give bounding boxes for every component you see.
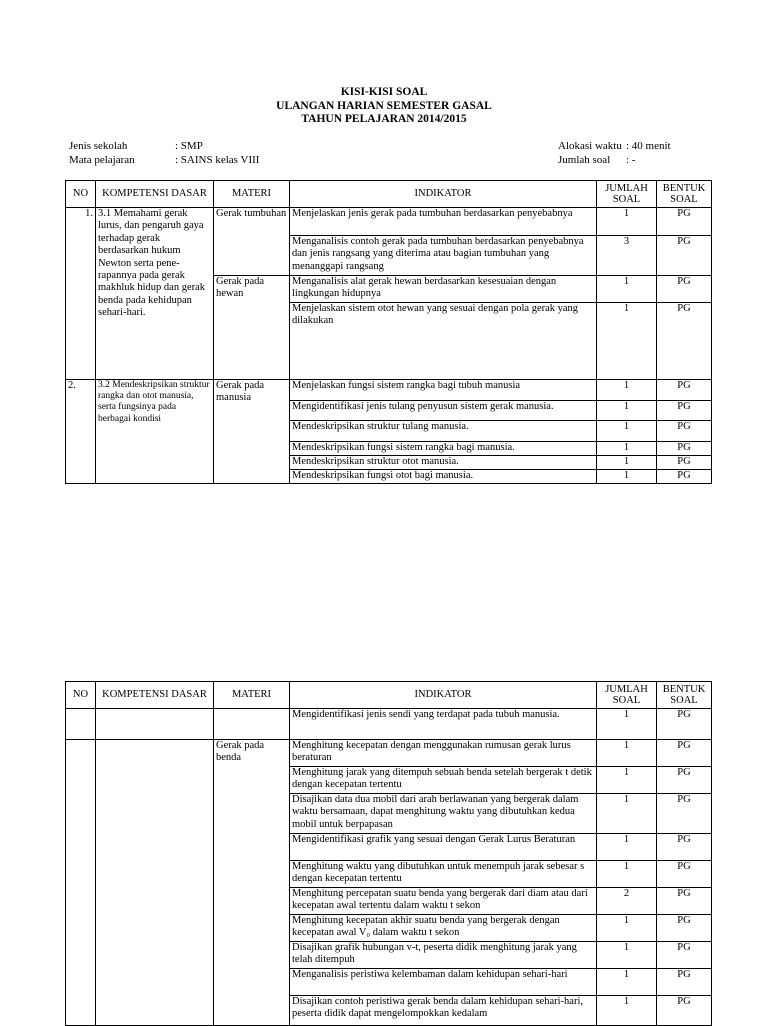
jumlah-cell: 1 [597,861,657,888]
indikator-cell: Mengidentifikasi jenis sendi yang terdapat pada tubuh manusia. [290,709,597,740]
school-value: : SMP [175,140,203,152]
row-number [66,740,96,1026]
indikator-cell: Menganalisis contoh gerak pada tumbuhan berdasarkan penyebabnya dan jenis rangsang yang diterima atau bagian tumbuhan yang menanggapi rangsang [290,236,597,276]
bentuk-cell: PG [657,996,712,1026]
bentuk-cell: PG [657,794,712,834]
table-row [66,380,712,401]
grid-table-1 [65,180,712,484]
jumlah-cell: 1 [597,996,657,1026]
indikator-cell: Mengidentifikasi jenis tulang penyusun sistem gerak manusia. [290,401,597,421]
header-jumlah: JUMLAH SOAL [597,682,657,709]
count-value: : - [626,153,636,166]
header-bentuk: BENTUK SOAL [657,181,712,208]
materi-cell: Gerak pada manusia [214,380,290,484]
school-info [69,140,259,167]
header-jumlah: JUMLAH SOAL [597,181,657,208]
bentuk-cell: PG [657,942,712,969]
header-materi: MATERI [214,181,290,208]
jumlah-cell: 1 [597,208,657,236]
bentuk-cell: PG [657,421,712,442]
bentuk-cell: PG [657,470,712,484]
row-number: 1. [66,208,96,380]
table-row [66,709,712,740]
jumlah-cell: 1 [597,740,657,767]
materi-cell: Gerak pada hewan [214,276,290,380]
jumlah-cell: 1 [597,303,657,380]
jumlah-cell: 1 [597,834,657,861]
school-label: Jenis sekolah [69,140,128,152]
jumlah-cell: 1 [597,767,657,794]
indikator-cell: Disajikan data dua mobil dari arah berlawanan yang bergerak dalam waktu bersamaan, dapat menghitung waktu yang dibutuhkan kedua mobil untuk berpapasan [290,794,597,834]
indikator-cell: Disajikan grafik hubungan v-t, peserta didik menghitung jarak yang telah ditempuh [290,942,597,969]
row-number: 2. [66,380,96,484]
bentuk-cell: PG [657,767,712,794]
bentuk-cell: PG [657,709,712,740]
indikator-cell: Mendeskripsikan struktur tulang manusia. [290,421,597,442]
bentuk-cell: PG [657,888,712,915]
time-label: Alokasi waktu [558,140,622,152]
indikator-cell: Menganalisis alat gerak hewan berdasarkan kesesuaian dengan lingkungan hidupnya [290,276,597,303]
jumlah-cell: 1 [597,942,657,969]
jumlah-cell: 1 [597,709,657,740]
count-label: Jumlah soal [558,153,611,166]
header-kompetensi: KOMPETENSI DASAR [96,682,214,709]
jumlah-cell: 1 [597,421,657,442]
jumlah-cell: 1 [597,456,657,470]
title-line-1: KISI-KISI SOAL [340,86,428,98]
header-bentuk: BENTUK SOAL [657,682,712,709]
indikator-cell: Mendeskripsikan fungsi sistem rangka bagi manusia. [290,442,597,456]
bentuk-cell: PG [657,740,712,767]
bentuk-cell: PG [657,380,712,401]
jumlah-cell: 1 [597,915,657,942]
jumlah-cell: 1 [597,794,657,834]
bentuk-cell: PG [657,236,712,276]
grid-table-2 [65,681,712,1026]
jumlah-cell: 1 [597,401,657,421]
indikator-cell: Mendeskripsikan struktur otot manusia. [290,456,597,470]
bentuk-cell: PG [657,303,712,380]
bentuk-cell: PG [657,208,712,236]
materi-cell [214,709,290,740]
header-materi: MATERI [214,682,290,709]
jumlah-cell: 3 [597,236,657,276]
bentuk-cell: PG [657,834,712,861]
header-no: NO [66,682,96,709]
jumlah-cell: 1 [597,969,657,996]
kompetensi-cell: 3.2 Mendeskripsikan struktur rangka dan otot manusia, serta fungsinya pada berbagai kondisi [96,380,214,484]
title-line-2: ULANGAN HARIAN SEMESTER GASAL [276,99,492,112]
indikator-cell: Menjelaskan fungsi sistem rangka bagi tubuh manusia [290,380,597,401]
indikator-cell: Disajikan contoh peristiwa gerak benda dalam kehidupan sehari-hari, peserta didik dapat mengelompokkan kedalam [290,996,597,1026]
header-indikator: INDIKATOR [290,682,597,709]
bentuk-cell: PG [657,915,712,942]
indikator-cell: Menghitung jarak yang ditempuh sebuah benda setelah bergerak t detik dengan kecepatan tertentu [290,767,597,794]
bentuk-cell: PG [657,401,712,421]
document-title [0,86,768,127]
kompetensi-cell: 3.1 Memahami gerak lurus, dan pengaruh gaya terhadap gerak berdasarkan hukum Newton serta pene-rapannya pada gerak makhluk hidup dan gerak benda pada kehidupan sehari-hari. [96,208,214,380]
indikator-cell: Mendeskripsikan fungsi otot bagi manusia. [290,470,597,484]
bentuk-cell: PG [657,442,712,456]
header-no: NO [66,181,96,208]
indikator-cell: Menjelaskan jenis gerak pada tumbuhan berdasarkan penyebabnya [290,208,597,236]
time-value: : 40 menit [626,140,671,152]
kompetensi-cell [96,740,214,1026]
header-kompetensi: KOMPETENSI DASAR [96,181,214,208]
bentuk-cell: PG [657,969,712,996]
jumlah-cell: 1 [597,276,657,303]
exam-info [558,140,671,167]
indikator-cell: Menghitung waktu yang dibutuhkan untuk menempuh jarak sebesar s dengan kecepatan tertentu [290,861,597,888]
indikator-cell: Menganalisis peristiwa kelembaman dalam kehidupan sehari-hari [290,969,597,996]
indikator-cell: Menghitung kecepatan akhir suatu benda yang bergerak dengan kecepatan awal V₀ dalam waktu t sekon [290,915,597,942]
bentuk-cell: PG [657,861,712,888]
kompetensi-cell [96,709,214,740]
table-row [66,208,712,236]
jumlah-cell: 1 [597,470,657,484]
subject-value: : SAINS kelas VIII [175,153,260,166]
header-indikator: INDIKATOR [290,181,597,208]
bentuk-cell: PG [657,456,712,470]
indikator-cell: Mengidentifikasi grafik yang sesuai dengan Gerak Lurus Beraturan [290,834,597,861]
materi-cell: Gerak pada benda [214,740,290,1026]
table-row [66,740,712,767]
jumlah-cell: 1 [597,380,657,401]
row-number [66,709,96,740]
indikator-cell: Menghitung percepatan suatu benda yang bergerak dari diam atau dari kecepatan awal tertentu dalam waktu t sekon [290,888,597,915]
jumlah-cell: 2 [597,888,657,915]
indikator-cell: Menjelaskan sistem otot hewan yang sesuai dengan pola gerak yang dilakukan [290,303,597,380]
bentuk-cell: PG [657,276,712,303]
subject-label: Mata pelajaran [69,153,135,166]
indikator-cell: Menghitung kecepatan dengan menggunakan rumusan gerak lurus beraturan [290,740,597,767]
title-line-3: TAHUN PELAJARAN 2014/2015 [301,113,467,125]
materi-cell: Gerak tumbuhan [214,208,290,276]
jumlah-cell: 1 [597,442,657,456]
